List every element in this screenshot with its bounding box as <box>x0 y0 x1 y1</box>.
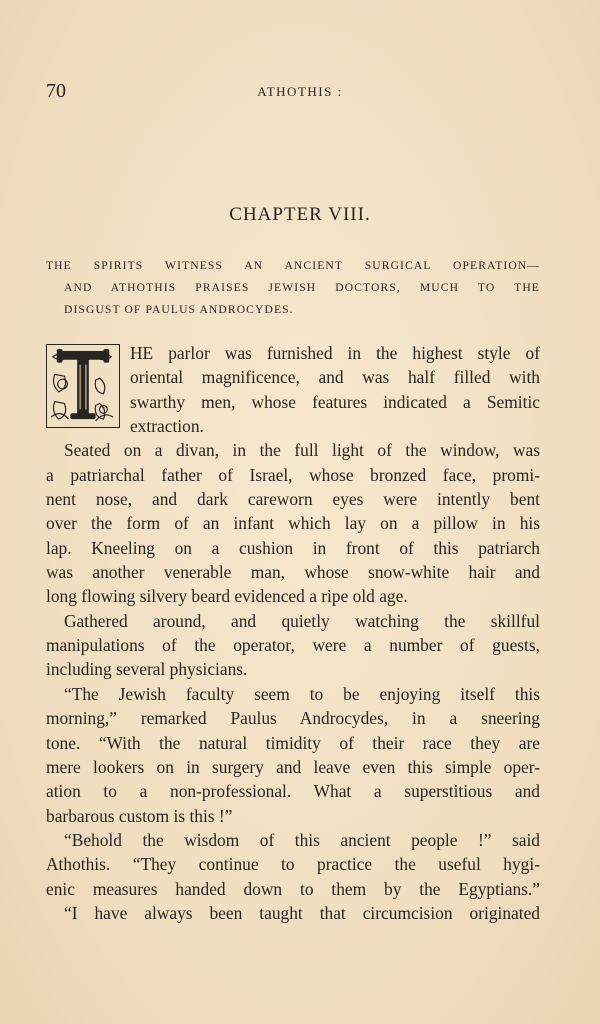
text-line: long flowing silvery beard evidenced a ripe old age. <box>46 586 408 607</box>
text-line: HE parlor was furnished in the highest style of <box>130 343 540 363</box>
text-line: was another venerable man, whose snow-white hair and <box>46 562 540 583</box>
text-line: lap. Kneeling on a cushion in front of this patriarch <box>46 537 540 558</box>
text-line: “I have always been taught that circumcision originated <box>64 902 540 923</box>
text-line: swarthy men, whose features indicated a Semitic <box>130 391 540 412</box>
text-line: barbarous custom is this !” <box>46 805 233 826</box>
chapter-synopsis <box>46 255 540 321</box>
text-line: mere lookers on in surgery and leave even this simple oper- <box>46 756 540 777</box>
text-line: ation to a non-professional. What a superstitious and <box>46 781 540 802</box>
synopsis-line: THE SPIRITS WITNESS AN ANCIENT SURGICAL OPERATION— <box>46 259 540 272</box>
text-line: tone. “With the natural timidity of their race they are <box>46 732 540 753</box>
text-line: oriental magnificence, and was half filled with <box>130 367 540 388</box>
text-line: Athothis. “They continue to practice the useful hygi- <box>46 854 540 875</box>
chapter-title: CHAPTER VIII. <box>229 204 371 225</box>
text-line: enic measures handed down to them by the Egyptians.” <box>46 878 540 899</box>
text-line: including several physicians. <box>46 659 248 680</box>
text-line: Gathered around, and quietly watching the skillful <box>64 610 540 631</box>
synopsis-line: AND ATHOTHIS PRAISES JEWISH DOCTORS, MUCH TO THE <box>64 281 540 294</box>
text-line: “The Jewish faculty seem to be enjoying itself this <box>64 683 540 704</box>
text-line: “Behold the wisdom of this ancient people !” said <box>64 829 540 850</box>
text-line: Seated on a divan, in the full light of the window, was <box>64 440 540 461</box>
synopsis-line: DISGUST OF PAULUS ANDROCYDES. <box>64 303 294 316</box>
running-head: ATHOTHIS : <box>257 84 343 99</box>
text-line: extraction. <box>130 416 204 437</box>
body-text <box>46 341 540 925</box>
text-line: manipulations of the operator, were a number of guests, <box>46 635 540 656</box>
page-number: 70 <box>46 80 66 102</box>
text-line: nent nose, and dark careworn eyes were intently bent <box>46 489 540 510</box>
text-line: morning,” remarked Paulus Androcydes, in a sneering <box>46 708 540 729</box>
text-line: a patriarchal father of Israel, whose bronzed face, promi- <box>46 464 540 485</box>
text-line: over the form of an infant which lay on a pillow in his <box>46 513 540 534</box>
